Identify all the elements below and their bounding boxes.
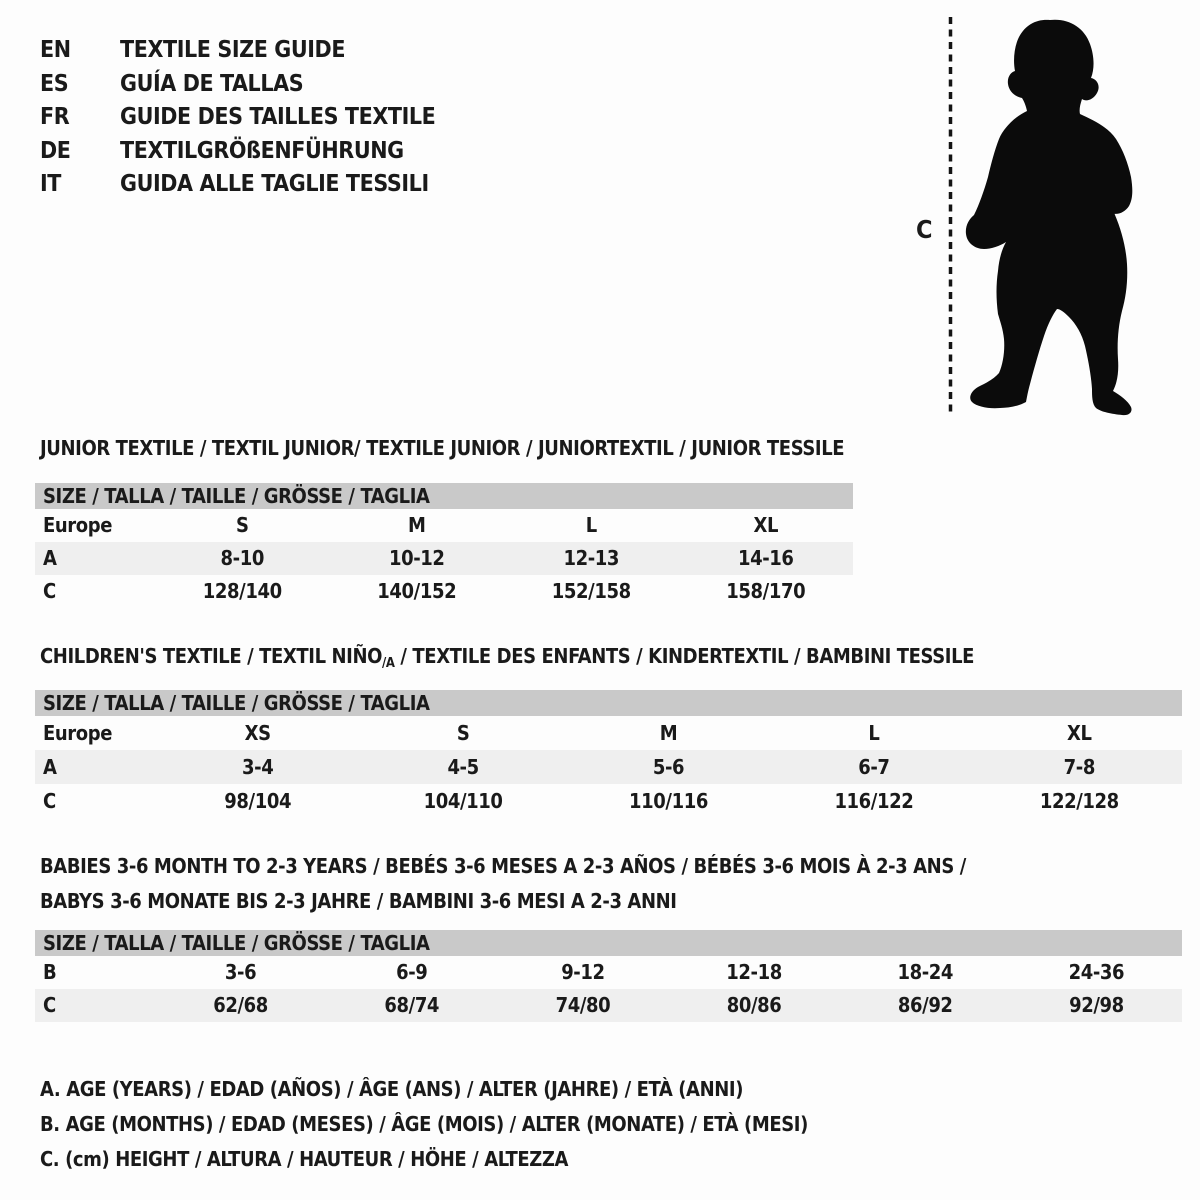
size-cell: S <box>456 721 470 745</box>
size-cell: S <box>235 513 249 537</box>
baby-silhouette <box>966 20 1132 415</box>
height-cell: 62/68 <box>213 993 268 1017</box>
age-cell: 4-5 <box>447 755 479 779</box>
age-cell: 6-7 <box>858 755 890 779</box>
height-cell: 74/80 <box>555 993 611 1017</box>
size-cell: L <box>868 721 880 745</box>
size-cell: M <box>659 721 678 745</box>
babies-size-table <box>35 930 1182 1022</box>
row-label: Europe <box>43 721 113 745</box>
language-label: TEXTILE SIZE GUIDE <box>120 37 346 63</box>
age-cell: 24-36 <box>1068 960 1125 984</box>
language-row-it <box>40 168 435 202</box>
children-size-table <box>35 690 1182 818</box>
language-code: ES <box>40 70 69 97</box>
language-row-fr <box>40 101 435 135</box>
age-cell: 12-13 <box>563 546 620 570</box>
baby-figure-graphic <box>900 8 1150 425</box>
age-cell: 18-24 <box>897 960 954 984</box>
babies-title-line2: BABYS 3-6 MONATE BIS 2-3 JAHRE / BAMBINI 3-6 MESI A 2-3 ANNI <box>40 889 677 913</box>
height-cell: 98/104 <box>224 789 292 813</box>
language-code: IT <box>40 171 62 197</box>
legend-line-c: C. (cm) HEIGHT / ALTURA / HAUTEUR / HÖHE / ALTEZZA <box>40 1147 569 1171</box>
children-title-text: CHILDREN'S TEXTILE / TEXTIL NIÑO <box>40 644 382 668</box>
age-cell: 5-6 <box>652 755 685 779</box>
row-label: Europe <box>43 513 113 537</box>
age-cell: 3-6 <box>224 960 257 984</box>
size-header-bar: SIZE / TALLA / TAILLE / GRÖSSE / TAGLIA <box>35 483 853 509</box>
legend-line-b: B. AGE (MONTHS) / EDAD (MESES) / ÂGE (MOIS) / ALTER (MONATE) / ETÀ (MESI) <box>40 1112 808 1136</box>
height-cell: 122/128 <box>1039 789 1119 813</box>
size-header-bar: SIZE / TALLA / TAILLE / GRÖSSE / TAGLIA <box>35 690 1182 716</box>
language-title-list <box>40 34 435 202</box>
language-code: FR <box>40 104 70 130</box>
age-cell: 12-18 <box>726 960 782 984</box>
height-cell: 128/140 <box>202 579 282 603</box>
age-cell: 8-10 <box>220 546 264 570</box>
babies-title-line1: BABIES 3-6 MONTH TO 2-3 YEARS / BEBÉS 3-6 MESES A 2-3 AÑOS / BÉBÉS 3-6 MOIS À 2-3 ANS / <box>40 854 966 878</box>
row-label: C <box>43 579 56 603</box>
table-row <box>35 989 1182 1022</box>
size-cell: XL <box>753 513 779 537</box>
language-code: EN <box>40 37 71 63</box>
children-title-subscript: /A <box>382 656 395 671</box>
junior-section-title: JUNIOR TEXTILE / TEXTIL JUNIOR/ TEXTILE JUNIOR / JUNIORTEXTIL / JUNIOR TESSILE <box>40 436 845 460</box>
size-cell: L <box>585 513 597 537</box>
table-row <box>35 750 1182 784</box>
height-cell: 104/110 <box>423 789 503 813</box>
measure-legend <box>40 1072 808 1177</box>
table-row <box>35 784 1182 818</box>
height-cell: 68/74 <box>384 993 440 1017</box>
table-row <box>35 509 853 542</box>
row-label: B <box>43 960 57 984</box>
language-label: GUÍA DE TALLAS <box>120 70 304 97</box>
row-label: C <box>43 993 56 1017</box>
age-cell: 14-16 <box>737 546 794 570</box>
row-label: A <box>43 546 57 570</box>
language-label: GUIDE DES TAILLES TEXTILE <box>120 104 436 130</box>
height-cell: 110/116 <box>629 789 708 813</box>
language-row-es <box>40 68 435 102</box>
size-cell: XS <box>244 721 271 745</box>
height-cell: 116/122 <box>834 789 914 813</box>
age-cell: 3-4 <box>242 755 274 779</box>
size-cell: XL <box>1067 721 1092 745</box>
height-cell: 140/152 <box>377 579 457 603</box>
children-title-text: / TEXTILE DES ENFANTS / KINDERTEXTIL / BAMBINI TESSILE <box>394 644 975 668</box>
junior-size-table <box>35 483 853 608</box>
height-measure-label: C <box>916 215 933 244</box>
height-cell: 80/86 <box>726 993 782 1017</box>
height-cell: 86/92 <box>897 993 953 1017</box>
table-row <box>35 716 1182 750</box>
babies-section-title <box>40 849 966 919</box>
legend-line-a: A. AGE (YEARS) / EDAD (AÑOS) / ÂGE (ANS) / ALTER (JAHRE) / ETÀ (ANNI) <box>40 1077 744 1101</box>
height-cell: 152/158 <box>551 579 631 603</box>
table-row <box>35 542 853 575</box>
height-cell: 158/170 <box>726 579 806 603</box>
row-label: A <box>43 755 57 779</box>
size-header-bar: SIZE / TALLA / TAILLE / GRÖSSE / TAGLIA <box>35 930 1182 956</box>
age-cell: 6-9 <box>396 960 428 984</box>
children-section-title <box>40 644 974 671</box>
language-label: TEXTILGRÖßENFÜHRUNG <box>120 137 404 164</box>
language-row-de <box>40 135 435 169</box>
height-cell: 92/98 <box>1069 993 1124 1017</box>
row-label: C <box>43 789 56 813</box>
language-row-en <box>40 34 435 68</box>
language-code: DE <box>40 137 71 164</box>
size-cell: M <box>407 513 426 537</box>
language-label: GUIDA ALLE TAGLIE TESSILI <box>120 171 429 197</box>
table-row <box>35 956 1182 989</box>
table-row <box>35 575 853 608</box>
age-cell: 9-12 <box>561 960 605 984</box>
age-cell: 7-8 <box>1063 755 1095 779</box>
age-cell: 10-12 <box>388 546 445 570</box>
